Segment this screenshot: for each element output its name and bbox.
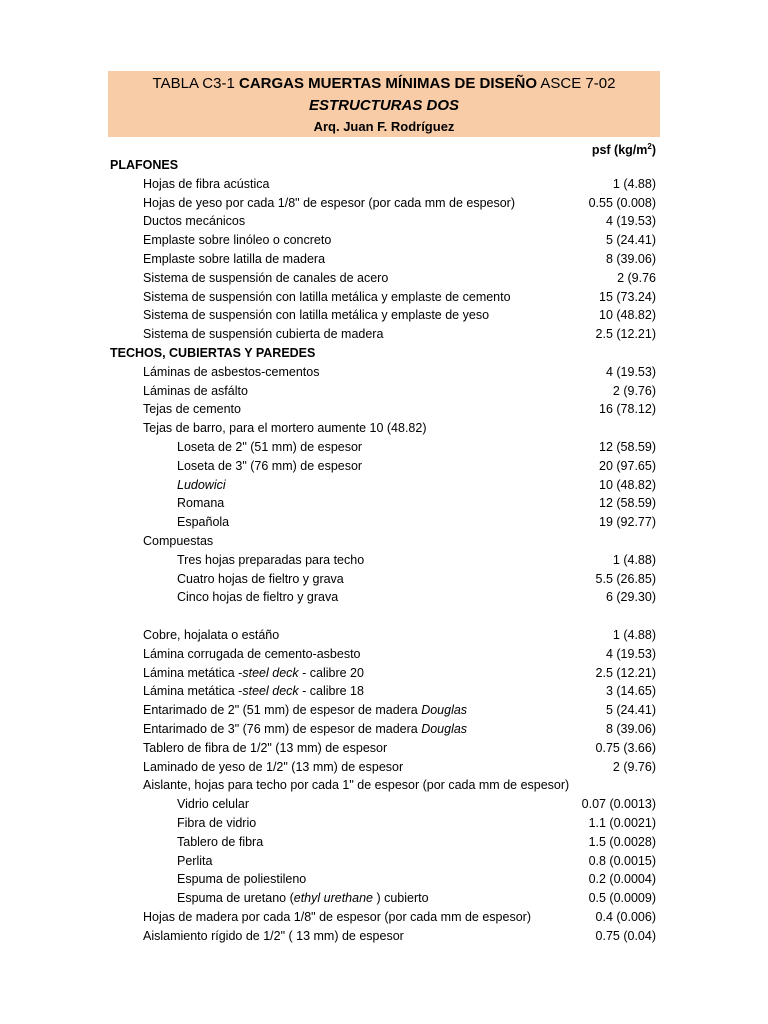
row-label xyxy=(143,927,404,945)
row-label-text: Láminas de asbestos-cementos xyxy=(143,365,320,379)
table-row xyxy=(0,607,768,625)
table-row xyxy=(0,438,768,456)
row-value: 5.5 (26.85) xyxy=(595,572,656,586)
table-subtitle: ESTRUCTURAS DOS xyxy=(308,97,459,114)
table-row xyxy=(0,457,768,475)
row-label-text: Hojas de yeso por cada 1/8" de espesor (por cada mm de espesor) xyxy=(143,196,515,210)
row-value: 1 (4.88) xyxy=(612,553,656,567)
row-label-text: Fibra de vidrio xyxy=(177,816,257,830)
row-label xyxy=(143,419,427,437)
table-row xyxy=(0,494,768,512)
units-close: ) xyxy=(651,143,656,158)
row-value: 0.5 (0.0009) xyxy=(588,891,656,905)
table-row xyxy=(0,551,768,569)
table-row xyxy=(0,758,768,776)
row-label-text: Tres hojas preparadas para techo xyxy=(177,553,365,567)
row-label-suffix: ) cubierto xyxy=(372,891,429,905)
table-row xyxy=(0,720,768,738)
table-row xyxy=(0,382,768,400)
table-row xyxy=(0,400,768,418)
row-label xyxy=(143,908,531,926)
row-label-text: Emplaste sobre linóleo o concreto xyxy=(143,233,332,247)
row-value: 12 (58.59) xyxy=(599,440,656,454)
table-title xyxy=(108,74,660,94)
row-label xyxy=(110,156,178,174)
row-label xyxy=(177,889,429,907)
table-row xyxy=(0,419,768,437)
table-row xyxy=(0,626,768,644)
row-label-text: Vidrio celular xyxy=(177,797,250,811)
table-row xyxy=(0,194,768,212)
author-name: Arq. Juan F. Rodríguez xyxy=(313,119,455,134)
row-value: 0.55 (0.008) xyxy=(588,196,656,210)
row-label xyxy=(143,288,511,306)
row-label xyxy=(143,532,213,550)
row-label xyxy=(143,701,467,719)
row-label-text: Loseta de 3" (76 mm) de espesor xyxy=(177,459,363,473)
row-value: 0.07 (0.0013) xyxy=(581,797,656,811)
row-value: 16 (78.12) xyxy=(599,402,656,416)
title-prefix: TABLA C3-1 xyxy=(152,75,239,92)
row-label-text: Laminado de yeso de 1/2" (13 mm) de espesor xyxy=(143,760,404,774)
row-label-text: Cinco hojas de fieltro y grava xyxy=(177,590,339,604)
row-label-italic: steel deck xyxy=(242,684,299,698)
row-value: 3 (14.65) xyxy=(605,684,656,698)
row-value: 2 (9.76) xyxy=(612,760,656,774)
row-value: 10 (48.82) xyxy=(599,478,656,492)
title-main: CARGAS MUERTAS MÍNIMAS DE DISEÑO xyxy=(238,75,538,92)
table-row xyxy=(0,175,768,193)
row-label-text: Tejas de cemento xyxy=(143,402,241,416)
table-row xyxy=(0,212,768,230)
row-label-text: Cobre, hojalata o estáño xyxy=(143,628,280,642)
row-label-text: Entarimado de 2" (51 mm) de espesor de madera xyxy=(143,703,422,717)
table-row xyxy=(0,532,768,550)
row-label xyxy=(177,494,224,512)
section-heading-row xyxy=(0,156,768,174)
row-label-text: Cuatro hojas de fieltro y grava xyxy=(177,572,344,586)
row-label xyxy=(143,194,515,212)
table-row xyxy=(0,570,768,588)
row-label-text: Lámina corrugada de cemento-asbesto xyxy=(143,647,361,661)
row-label xyxy=(143,682,364,700)
row-label xyxy=(143,758,403,776)
table-row xyxy=(0,889,768,907)
table-row xyxy=(0,927,768,945)
row-value: 10 (48.82) xyxy=(599,308,656,322)
row-label xyxy=(143,269,388,287)
section-heading-row xyxy=(0,344,768,362)
row-value: 0.75 (3.66) xyxy=(595,741,656,755)
row-label xyxy=(143,363,319,381)
row-label xyxy=(143,645,361,663)
row-label-text: Romana xyxy=(177,496,225,510)
row-label xyxy=(143,382,248,400)
table-row xyxy=(0,325,768,343)
row-label xyxy=(177,457,362,475)
row-label xyxy=(177,814,256,832)
row-value: 5 (24.41) xyxy=(605,703,656,717)
row-label-text: Compuestas xyxy=(143,534,214,548)
row-label-text: Sistema de suspensión de canales de acero xyxy=(143,271,389,285)
table-row xyxy=(0,833,768,851)
row-label xyxy=(177,852,212,870)
row-label-text: Láminas de asfálto xyxy=(143,384,248,398)
row-label xyxy=(143,776,569,794)
row-value: 20 (97.65) xyxy=(599,459,656,473)
row-value: 1.1 (0.0021) xyxy=(588,816,656,830)
table-row xyxy=(0,588,768,606)
row-label-text: Lámina metática - xyxy=(143,684,243,698)
row-label xyxy=(143,664,364,682)
row-label-text: Entarimado de 3" (76 mm) de espesor de madera xyxy=(143,722,422,736)
row-label xyxy=(177,570,344,588)
row-value: 1 (4.88) xyxy=(612,177,656,191)
row-label-text: Ductos mecánicos xyxy=(143,214,246,228)
row-value: 8 (39.06) xyxy=(605,252,656,266)
row-label xyxy=(143,212,245,230)
row-value: 1 (4.88) xyxy=(612,628,656,642)
table-row xyxy=(0,231,768,249)
row-label xyxy=(110,344,315,362)
row-label xyxy=(177,795,249,813)
row-label-text: Española xyxy=(177,515,230,529)
row-label-text: Ludowici xyxy=(177,478,226,492)
row-label-text: Aislante, hojas para techo por cada 1" de espesor (por cada mm de espesor) xyxy=(143,778,570,792)
row-label xyxy=(143,175,269,193)
row-label xyxy=(143,720,467,738)
row-value: 15 (73.24) xyxy=(599,290,656,304)
row-label xyxy=(143,626,279,644)
table-row xyxy=(0,852,768,870)
row-value: 19 (92.77) xyxy=(599,515,656,529)
row-label xyxy=(177,833,263,851)
row-value: 2.5 (12.21) xyxy=(595,666,656,680)
row-value: 4 (19.53) xyxy=(605,647,656,661)
table-row xyxy=(0,701,768,719)
row-label-text: Sistema de suspensión con latilla metálica y emplaste de cemento xyxy=(143,290,511,304)
row-label xyxy=(177,476,226,494)
table-row xyxy=(0,250,768,268)
table-row xyxy=(0,664,768,682)
table-row xyxy=(0,814,768,832)
row-value: 0.75 (0.04) xyxy=(595,929,656,943)
row-value: 5 (24.41) xyxy=(605,233,656,247)
row-label-text: Hojas de fibra acústica xyxy=(143,177,270,191)
row-label-suffix: - calibre 20 xyxy=(298,666,364,680)
row-value: 2.5 (12.21) xyxy=(595,327,656,341)
table-row xyxy=(0,288,768,306)
row-value: 1.5 (0.0028) xyxy=(588,835,656,849)
table-row xyxy=(0,363,768,381)
row-label-suffix: - calibre 18 xyxy=(298,684,364,698)
row-label-text: Emplaste sobre latilla de madera xyxy=(143,252,326,266)
row-value: 0.2 (0.0004) xyxy=(588,872,656,886)
row-label-text: Tablero de fibra xyxy=(177,835,264,849)
table-row xyxy=(0,513,768,531)
row-label xyxy=(143,250,325,268)
row-label-text: Espuma de uretano ( xyxy=(177,891,294,905)
row-value: 2 (9.76) xyxy=(612,384,656,398)
table-row xyxy=(0,739,768,757)
row-label-italic: ethyl urethane xyxy=(293,891,373,905)
row-label xyxy=(143,306,489,324)
row-value: 12 (58.59) xyxy=(599,496,656,510)
row-label-text: Espuma de poliestileno xyxy=(177,872,307,886)
table-row xyxy=(0,476,768,494)
row-label-text: Loseta de 2" (51 mm) de espesor xyxy=(177,440,363,454)
row-label xyxy=(143,739,387,757)
table-header xyxy=(108,71,660,137)
row-label xyxy=(143,325,383,343)
row-label xyxy=(177,588,338,606)
table-row xyxy=(0,682,768,700)
table-row xyxy=(0,306,768,324)
row-label-text: Hojas de madera por cada 1/8" de espesor (por cada mm de espesor) xyxy=(143,910,531,924)
row-label-text: Tejas de barro, para el mortero aumente 10 (48.82) xyxy=(143,421,427,435)
row-value: 2 (9.76 xyxy=(617,271,656,285)
row-value: 6 (29.30) xyxy=(605,590,656,604)
units-base: psf (kg/m xyxy=(591,143,648,158)
row-value: 4 (19.53) xyxy=(605,365,656,379)
row-label-text: Sistema de suspensión cubierta de madera xyxy=(143,327,384,341)
table-row xyxy=(0,645,768,663)
row-label-text: Tablero de fibra de 1/2" (13 mm) de espesor xyxy=(143,741,388,755)
row-label xyxy=(143,400,241,418)
table-row xyxy=(0,776,768,794)
row-label-text: Perlita xyxy=(177,854,213,868)
row-label-italic: Douglas xyxy=(421,722,468,736)
row-value: 0.4 (0.006) xyxy=(595,910,656,924)
row-label xyxy=(143,231,331,249)
table-row xyxy=(0,870,768,888)
row-label-text: Sistema de suspensión con latilla metálica y emplaste de yeso xyxy=(143,308,490,322)
row-label xyxy=(177,870,306,888)
row-label xyxy=(177,551,364,569)
title-suffix: ASCE 7-02 xyxy=(537,75,616,92)
row-label xyxy=(177,438,362,456)
row-label-italic: Douglas xyxy=(421,703,468,717)
row-label-text: Aislamiento rígido de 1/2" ( 13 mm) de espesor xyxy=(143,929,404,943)
table-row xyxy=(0,908,768,926)
table-row xyxy=(0,795,768,813)
table-row xyxy=(0,269,768,287)
row-label-italic: steel deck xyxy=(242,666,299,680)
units-exponent: 2 xyxy=(647,142,652,151)
row-value: 0.8 (0.0015) xyxy=(588,854,656,868)
row-value: 8 (39.06) xyxy=(605,722,656,736)
row-label xyxy=(177,513,229,531)
row-value: 4 (19.53) xyxy=(605,214,656,228)
row-label-text: TECHOS, CUBIERTAS Y PAREDES xyxy=(110,346,316,360)
row-label-text: Lámina metática - xyxy=(143,666,243,680)
row-label-text: PLAFONES xyxy=(110,158,179,172)
